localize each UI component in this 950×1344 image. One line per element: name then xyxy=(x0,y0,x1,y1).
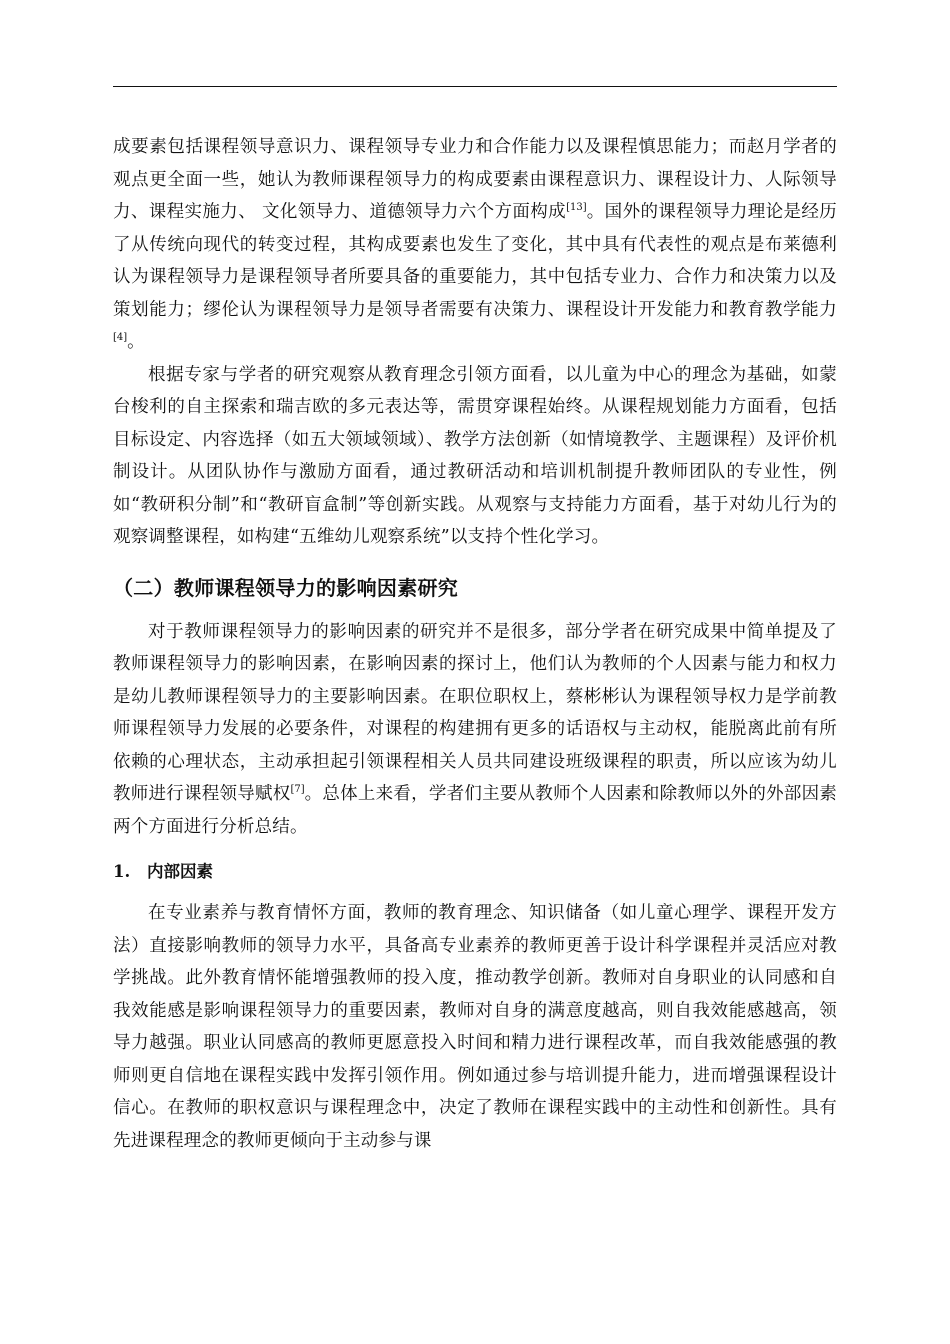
citation-ref: [4] xyxy=(113,332,128,344)
document-body xyxy=(113,131,837,1157)
paragraph-text: 对于教师课程领导力的影响因素的研究并不是很多，部分学者在研究成果中简单提及了教师课程领导力的影响因素，在影响因素的探讨上，他们认为教师的个人因素与能力和权力是幼儿教师课程领导力的主要影响因素。在职位职权上，蔡彬彬认为课程领导权力是学前教师课程领导力发展的必要条件，对课程的构建拥有更多的话语权与主动权，能脱离此前有所依赖的心理状态，主动承担起引领课程相关人员共同建设班级课程的职责，所以应该为幼儿教师进行课程领导赋权 xyxy=(113,621,837,804)
paragraph-text: 。 xyxy=(127,332,145,352)
paragraph-components xyxy=(113,131,837,359)
paragraph-text: 。国外的课程领导力理论是经历了从传统向现代的转变过程，其构成要素也发生了变化，其中具有代表性的观点是布莱德利认为课程领导力是课程领导者所要具备的重要能力，其中包括专业力、合作力和决策力以及策划能力；缪伦认为课程领导力是领导者需要有决策力、课程设计开发能力和教育教学能力 xyxy=(113,202,837,320)
section-heading: （二）教师课程领导力的影响因素研究 xyxy=(113,575,459,600)
paragraph-text: 。总体上来看，学者们主要从教师个人因素和除教师以外的外部因素两个方面进行分析总结。 xyxy=(113,784,838,837)
citation-ref: [13] xyxy=(566,202,587,214)
paragraph-internal-factors: 在专业素养与教育情怀方面，教师的教育理念、知识储备（如儿童心理学、课程开发方法）直接影响教师的领导力水平，具备高专业素养的教师更善于设计科学课程并灵活应对教学挑战。此外教育情怀能增强教师的投入度，推动教学创新。教师对自身职业的认同感和自我效能感是影响课程领导力的重要因素，教师对自身的满意度越高，则自我效能感越高，领导力越强。职业认同感高的教师更愿意投入时间和精力进行课程改革，而自我效能感强的教师则更自信地在课程实践中发挥引领作用。例如通过参与培训提升能力，进而增强课程设计信心。在教师的职权意识与课程理念中，决定了教师在课程实践中的主动性和创新性。具有先进课程理念的教师更倾向于主动参与课 xyxy=(113,903,837,1151)
citation-ref: [7] xyxy=(290,784,305,796)
sub-heading-number: 1. xyxy=(113,862,131,881)
paragraph-expert-observation: 根据专家与学者的研究观察从教育理念引领方面看，以儿童为中心的理念为基础，如蒙台梭利的自主探索和瑞吉欧的多元表达等，需贯穿课程始终。从课程规划能力方面看，包括目标设定、内容选择（如五大领域领域）、教学方法创新（如情境教学、主题课程）及评价机制设计。从团队协作与激励方面看，通过教研活动和培训机制提升教师团队的专业性，例如“教研积分制”和“教研盲盒制”等创新实践。从观察与支持能力方面看，基于对幼儿行为的观察调整课程，如构建“五维幼儿观察系统”以支持个性化学习。 xyxy=(113,364,837,547)
paragraph-text: 成要素包括课程领导意识力、课程领导专业力和合作能力以及课程慎思能力；而赵月学者的观点更全面一些，她认为教师课程领导力的构成要素由课程意识力、课程设计力、人际领导力、课程实施力、 文化领导力、道德领导力六个方面构成 xyxy=(113,137,837,222)
sub-heading-title: 内部因素 xyxy=(147,862,213,881)
header-rule xyxy=(113,86,837,87)
paragraph-influencing-factors xyxy=(113,616,837,844)
sub-heading xyxy=(113,855,837,889)
